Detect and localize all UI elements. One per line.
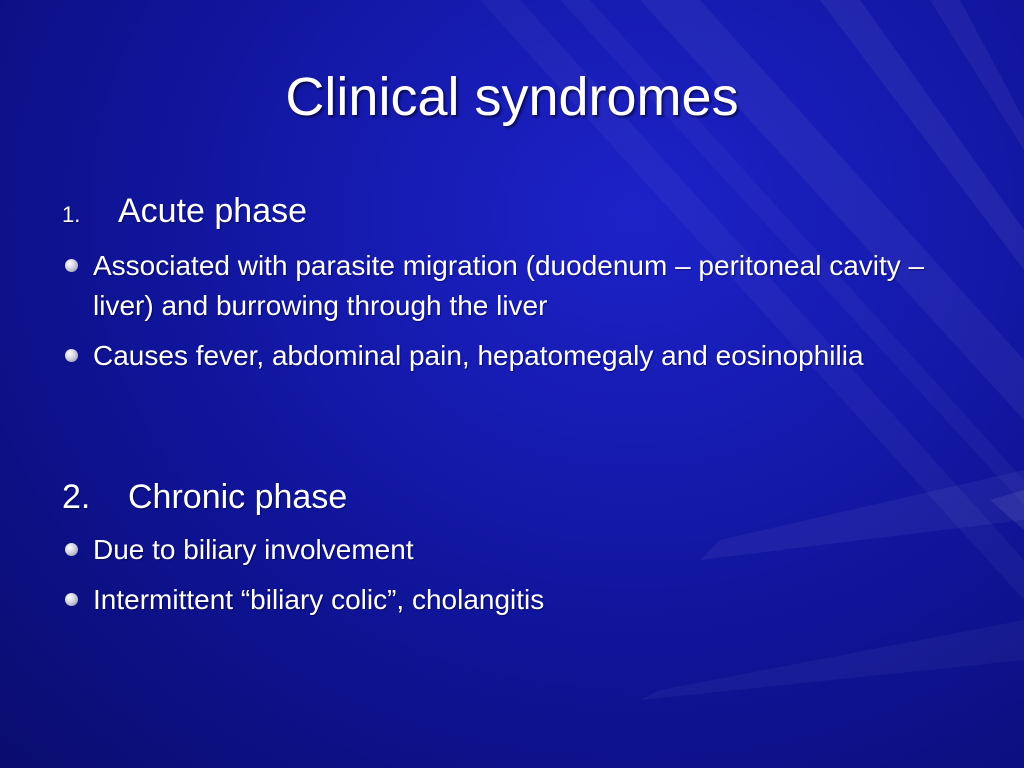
bullet-item: [62, 530, 962, 570]
bullet-list-chronic: [62, 530, 962, 630]
section-heading-acute: [62, 190, 307, 236]
bullet-text: Causes fever, abdominal pain, hepatomegaly and eosinophilia: [93, 340, 864, 371]
bullet-item: [62, 336, 962, 376]
section-heading-text: Chronic phase: [128, 478, 348, 516]
bullet-list-acute: [62, 246, 962, 386]
bullet-dot-icon: [65, 543, 78, 556]
bullet-text: Associated with parasite migration (duodenum – peritoneal cavity – liver) and burrowing through the liver: [93, 250, 925, 321]
section-number: 2.: [62, 478, 91, 516]
section-number: 1.: [62, 202, 81, 227]
bullet-dot-icon: [65, 349, 78, 362]
bullet-dot-icon: [65, 259, 78, 272]
bullet-item: [62, 246, 962, 326]
section-heading-text: Acute phase: [118, 192, 308, 230]
slide-title: Clinical syndromes: [285, 67, 739, 127]
bullet-text: Intermittent “biliary colic”, cholangitis: [93, 584, 545, 615]
bullet-item: [62, 580, 962, 620]
bullet-dot-icon: [65, 593, 78, 606]
section-heading-chronic: [62, 476, 347, 518]
bullet-text: Due to biliary involvement: [93, 534, 414, 565]
